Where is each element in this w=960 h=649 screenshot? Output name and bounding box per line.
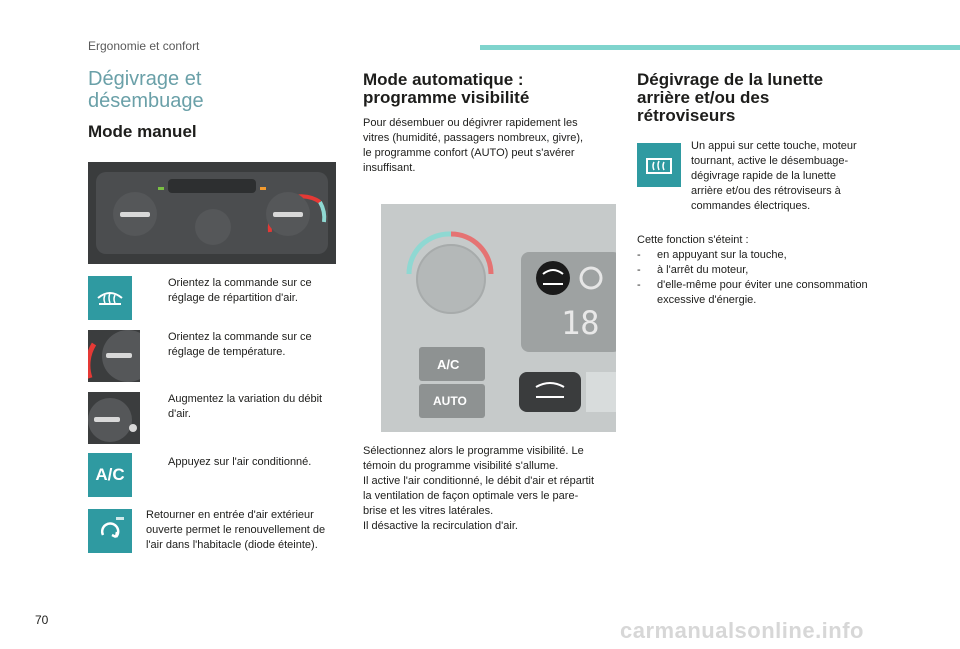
instruction-ac: Appuyez sur l'air conditionné. (168, 456, 312, 468)
header-accent-bar (480, 45, 960, 50)
rear-defrost-intro: Un appui sur cette touche, moteur tournant, active le désembuage- dégivrage rapide de la lunette arrière et/ou des rétroviseurs à commandes électriques. (691, 140, 857, 212)
mode-auto-body: Sélectionnez alors le programme visibilité. Le témoin du programme visibilité s'allume. Il active l'air conditionné, le débit d'air et répartit la ventilation de façon optimale vers le pare- brise et les vitres latérales. Il désactive la recirculation d'air. (363, 445, 595, 532)
instruction-distribution: Orientez la commande sur ce réglage de répartition d'air. (168, 277, 312, 304)
photo-temperature-display: 18 (561, 304, 600, 342)
recirculation-text: Retourner en entrée d'air extérieur ouverte permet le renouvellement de l'air dans l'habitacle (diode éteinte). (146, 509, 326, 551)
ac-icon: A/C (88, 453, 132, 497)
rear-defrost-title: Dégivrage de la lunette arrière et/ou des rétroviseurs (637, 70, 824, 125)
recirculation-icon (88, 509, 132, 553)
page-title: Dégivrage et désembuage (88, 68, 204, 112)
off-item: - en appuyant sur la touche, (637, 249, 787, 261)
photo-ac-label: A/C (437, 357, 460, 372)
mode-auto-intro: Pour désembuer ou dégivrer rapidement les vitres (humidité, passagers nombreux, givre), le programme confort (AUTO) peut s'avérer insuffisant. (363, 117, 584, 174)
photo-auto-label: AUTO (433, 394, 467, 408)
fan-speed-knob-photo (88, 392, 140, 444)
temperature-knob-photo (88, 330, 140, 382)
auto-panel-photo (381, 204, 616, 432)
page-number: 70 (35, 613, 49, 627)
rear-defrost-off-title: Cette fonction s'éteint : (637, 234, 749, 246)
watermark: carmanualsonline.info (620, 618, 864, 643)
rear-defrost-off-list (637, 248, 922, 308)
instruction-temperature: Orientez la commande sur ce réglage de température. (168, 331, 312, 358)
off-item: - d'elle-même pour éviter une consommation excessive d'énergie. (637, 279, 868, 306)
mode-manuel-title: Mode manuel (88, 122, 197, 141)
rear-defrost-icon (637, 143, 681, 187)
off-item: - à l'arrêt du moteur, (637, 264, 749, 276)
instruction-fan-speed: Augmentez la variation du débit d'air. (168, 393, 323, 420)
header-section-label: Ergonomie et confort (88, 39, 200, 53)
manual-control-panel-photo (88, 162, 336, 264)
air-distribution-icon (88, 276, 132, 320)
manual-panel-illustration (88, 162, 336, 264)
mode-auto-title: Mode automatique : programme visibilité (363, 70, 530, 107)
